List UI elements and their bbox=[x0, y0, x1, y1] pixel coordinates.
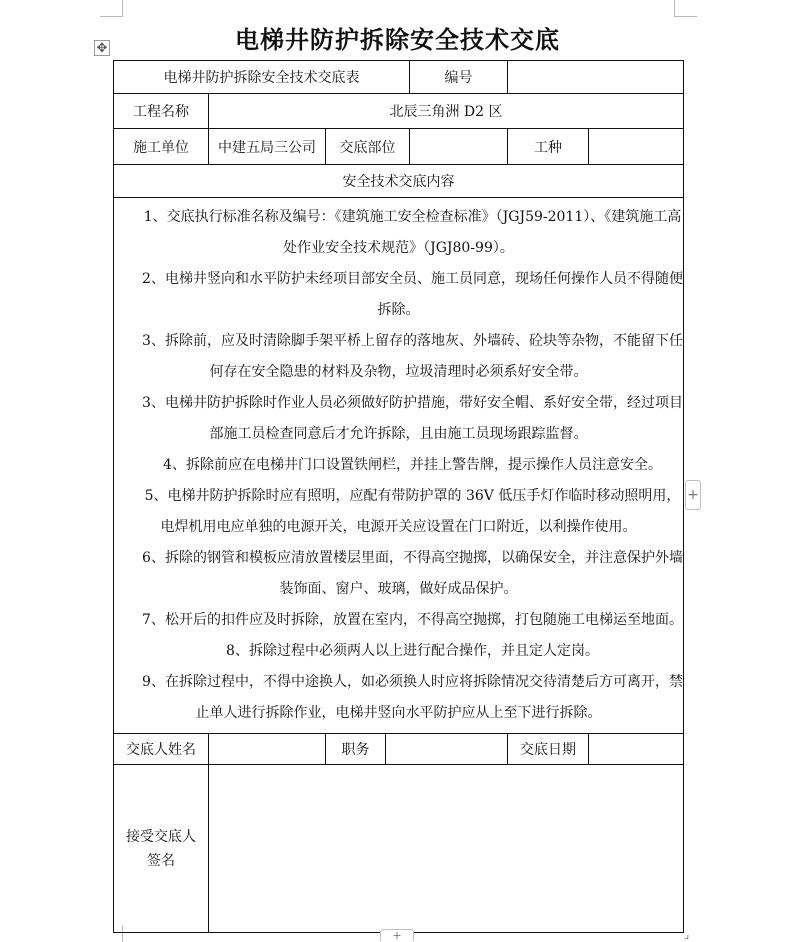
disclosure-form-table bbox=[113, 60, 684, 933]
content-item: 4、拆除前应在电梯井门口设置铁闸栏，并挂上警告牌，提示操作人员注意安全。 bbox=[163, 457, 662, 473]
content-item: 6、拆除的钢管和模板应清放置楼层里面，不得高空抛掷，以确保安全，并注意保护外墙装饰面、窗户、玻璃，做好成品保护。 bbox=[142, 550, 683, 597]
receiver-signature-label bbox=[114, 765, 209, 933]
date-value-cell[interactable] bbox=[589, 734, 684, 765]
add-column-button[interactable]: + bbox=[685, 480, 701, 510]
content-item: 3、拆除前，应及时清除脚手架平桥上留存的落地灰、外墙砖、砼块等杂物，不能留下任何存在安全隐患的材料及杂物，垃圾清理时必须系好安全带。 bbox=[142, 333, 683, 380]
content-item: 5、电梯井防护拆除时应有照明，应配有带防护罩的 36V 低压手灯作临时移动照明用，电焊机用电应单独的电源开关，电源开关应设置在门口附近，以利操作使用。 bbox=[144, 488, 681, 535]
disclosure-content-cell[interactable] bbox=[114, 198, 684, 734]
location-label: 交底部位 bbox=[326, 129, 410, 165]
serial-label: 编号 bbox=[410, 61, 508, 94]
position-label: 职务 bbox=[326, 734, 386, 765]
date-label: 交底日期 bbox=[508, 734, 589, 765]
receiver-label-line: 接受交底人 bbox=[126, 828, 196, 845]
page-corner-mark-top-right bbox=[674, 0, 697, 17]
add-row-button[interactable]: + bbox=[380, 929, 414, 941]
table-resize-handle-icon[interactable]: ⌟ bbox=[684, 928, 690, 941]
content-item: 1、交底执行标准名称及编号：《建筑施工安全检查标准》（JGJ59-2011）、《建筑施工高处作业安全技术规范》（JGJ80-99）。 bbox=[143, 209, 682, 256]
discloser-name-cell[interactable] bbox=[209, 734, 326, 765]
content-item: 3、电梯井防护拆除时作业人员必须做好防护措施，带好安全帽、系好安全带，经过项目部施工员检查同意后才允许拆除，且由施工员现场跟踪监督。 bbox=[142, 395, 683, 442]
table-title-cell: 电梯井防护拆除安全技术交底表 bbox=[114, 61, 410, 94]
receiver-signature-cell[interactable] bbox=[209, 765, 684, 933]
discloser-name-label: 交底人姓名 bbox=[114, 734, 209, 765]
content-item: 9、在拆除过程中，不得中途换人，如必须换人时应将拆除情况交待清楚后方可离开，禁止单人进行拆除作业，电梯井竖向水平防护应从上至下进行拆除。 bbox=[142, 674, 683, 721]
position-value-cell[interactable] bbox=[386, 734, 508, 765]
receiver-label-line: 签名 bbox=[147, 852, 175, 869]
page-corner-mark-top-left bbox=[100, 0, 123, 17]
document-title: 电梯井防护拆除安全技术交底 bbox=[235, 26, 560, 54]
trade-value-cell[interactable] bbox=[589, 129, 684, 165]
project-value-cell[interactable]: 北辰三角洲 D2 区 bbox=[209, 94, 684, 129]
section-header: 安全技术交底内容 bbox=[114, 165, 684, 198]
content-item: 2、电梯井竖向和水平防护未经项目部安全员、施工员同意，现场任何操作人员不得随便拆除。 bbox=[142, 271, 683, 318]
content-item: 8、拆除过程中必须两人以上进行配合操作，并且定人定岗。 bbox=[226, 643, 599, 659]
content-item: 7、松开后的扣件应及时拆除，放置在室内，不得高空抛掷，打包随施工电梯运至地面。 bbox=[142, 612, 683, 628]
contractor-value-cell[interactable]: 中建五局三公司 bbox=[209, 129, 326, 165]
project-label: 工程名称 bbox=[114, 94, 209, 129]
location-value-cell[interactable] bbox=[410, 129, 508, 165]
trade-label: 工种 bbox=[508, 129, 589, 165]
contractor-label: 施工单位 bbox=[114, 129, 209, 165]
serial-value-cell[interactable] bbox=[508, 61, 684, 94]
table-move-handle-icon[interactable]: ✥ bbox=[94, 40, 110, 56]
